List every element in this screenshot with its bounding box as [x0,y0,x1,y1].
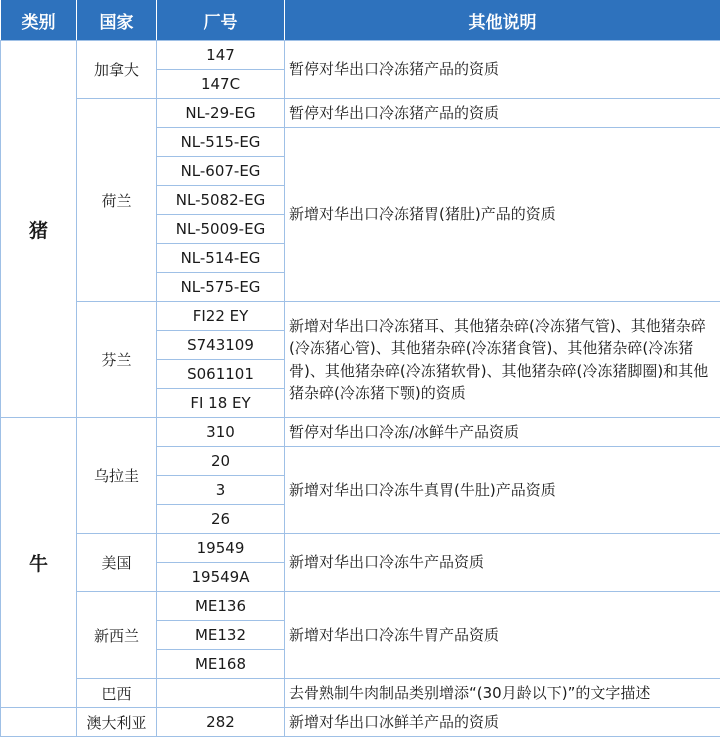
country-netherlands: 荷兰 [77,99,157,302]
factory-no: S743109 [157,331,285,360]
note-netherlands-add: 新增对华出口冷冻猪胃(猪肚)产品的资质 [285,128,720,302]
note-australia: 新增对华出口冰鲜羊产品的资质 [285,708,720,737]
factory-no: 282 [157,708,285,737]
header-category: 类别 [1,0,77,41]
factory-no: NL-607-EG [157,157,285,186]
factory-no: 20 [157,447,285,476]
header-row [1,0,720,41]
table-body [1,41,720,737]
category-mutton [1,708,77,737]
table-row [1,708,720,737]
note-canada: 暂停对华出口冷冻猪产品的资质 [285,41,720,99]
factory-no: 19549A [157,563,285,592]
note-finland: 新增对华出口冷冻猪耳、其他猪杂碎(冷冻猪气管)、其他猪杂碎(冷冻猪心管)、其他猪杂碎(冷冻猪食管)、其他猪杂碎(冷冻猪骨)、其他猪杂碎(冷冻猪软骨)、其他猪杂碎(冷冻猪脚圈)和其他猪杂碎(冷冻猪下颚)的资质 [285,302,720,418]
note-uruguay-add: 新增对华出口冷冻牛真胃(牛肚)产品资质 [285,447,720,534]
factory-no: ME132 [157,621,285,650]
factory-no: NL-5082-EG [157,186,285,215]
country-finland: 芬兰 [77,302,157,418]
table-row [1,679,720,708]
factory-no [157,679,285,708]
category-pork: 猪 [1,41,77,418]
note-uruguay-suspend: 暂停对华出口冷冻/冰鲜牛产品资质 [285,418,720,447]
country-australia: 澳大利亚 [77,708,157,737]
note-new-zealand: 新增对华出口冷冻牛胃产品资质 [285,592,720,679]
category-beef: 牛 [1,418,77,708]
country-usa: 美国 [77,534,157,592]
table-row [1,41,720,70]
country-brazil: 巴西 [77,679,157,708]
factory-no: 3 [157,476,285,505]
factory-no: NL-514-EG [157,244,285,273]
factory-no: NL-5009-EG [157,215,285,244]
header-notes: 其他说明 [285,0,720,41]
table-row [1,592,720,621]
country-new-zealand: 新西兰 [77,592,157,679]
factory-no: NL-515-EG [157,128,285,157]
factory-no: 147 [157,41,285,70]
note-netherlands-suspend: 暂停对华出口冷冻猪产品的资质 [285,99,720,128]
factory-no: S061101 [157,360,285,389]
table-row [1,534,720,563]
factory-no: 19549 [157,534,285,563]
factory-no: NL-29-EG [157,99,285,128]
table-row [1,418,720,447]
factory-no: 147C [157,70,285,99]
factory-no: 26 [157,505,285,534]
table-row [1,99,720,128]
header-factory-no: 厂号 [157,0,285,41]
factory-no: ME168 [157,650,285,679]
note-usa: 新增对华出口冷冻牛产品资质 [285,534,720,592]
country-canada: 加拿大 [77,41,157,99]
factory-no: FI 18 EY [157,389,285,418]
country-uruguay: 乌拉圭 [77,418,157,534]
note-brazil: 去骨熟制牛肉制品类别增添“(30月龄以下)”的文字描述 [285,679,720,708]
factory-no: NL-575-EG [157,273,285,302]
factory-no: FI22 EY [157,302,285,331]
table-row [1,302,720,331]
factory-no: 310 [157,418,285,447]
factory-no: ME136 [157,592,285,621]
table-header [1,0,720,41]
header-country: 国家 [77,0,157,41]
